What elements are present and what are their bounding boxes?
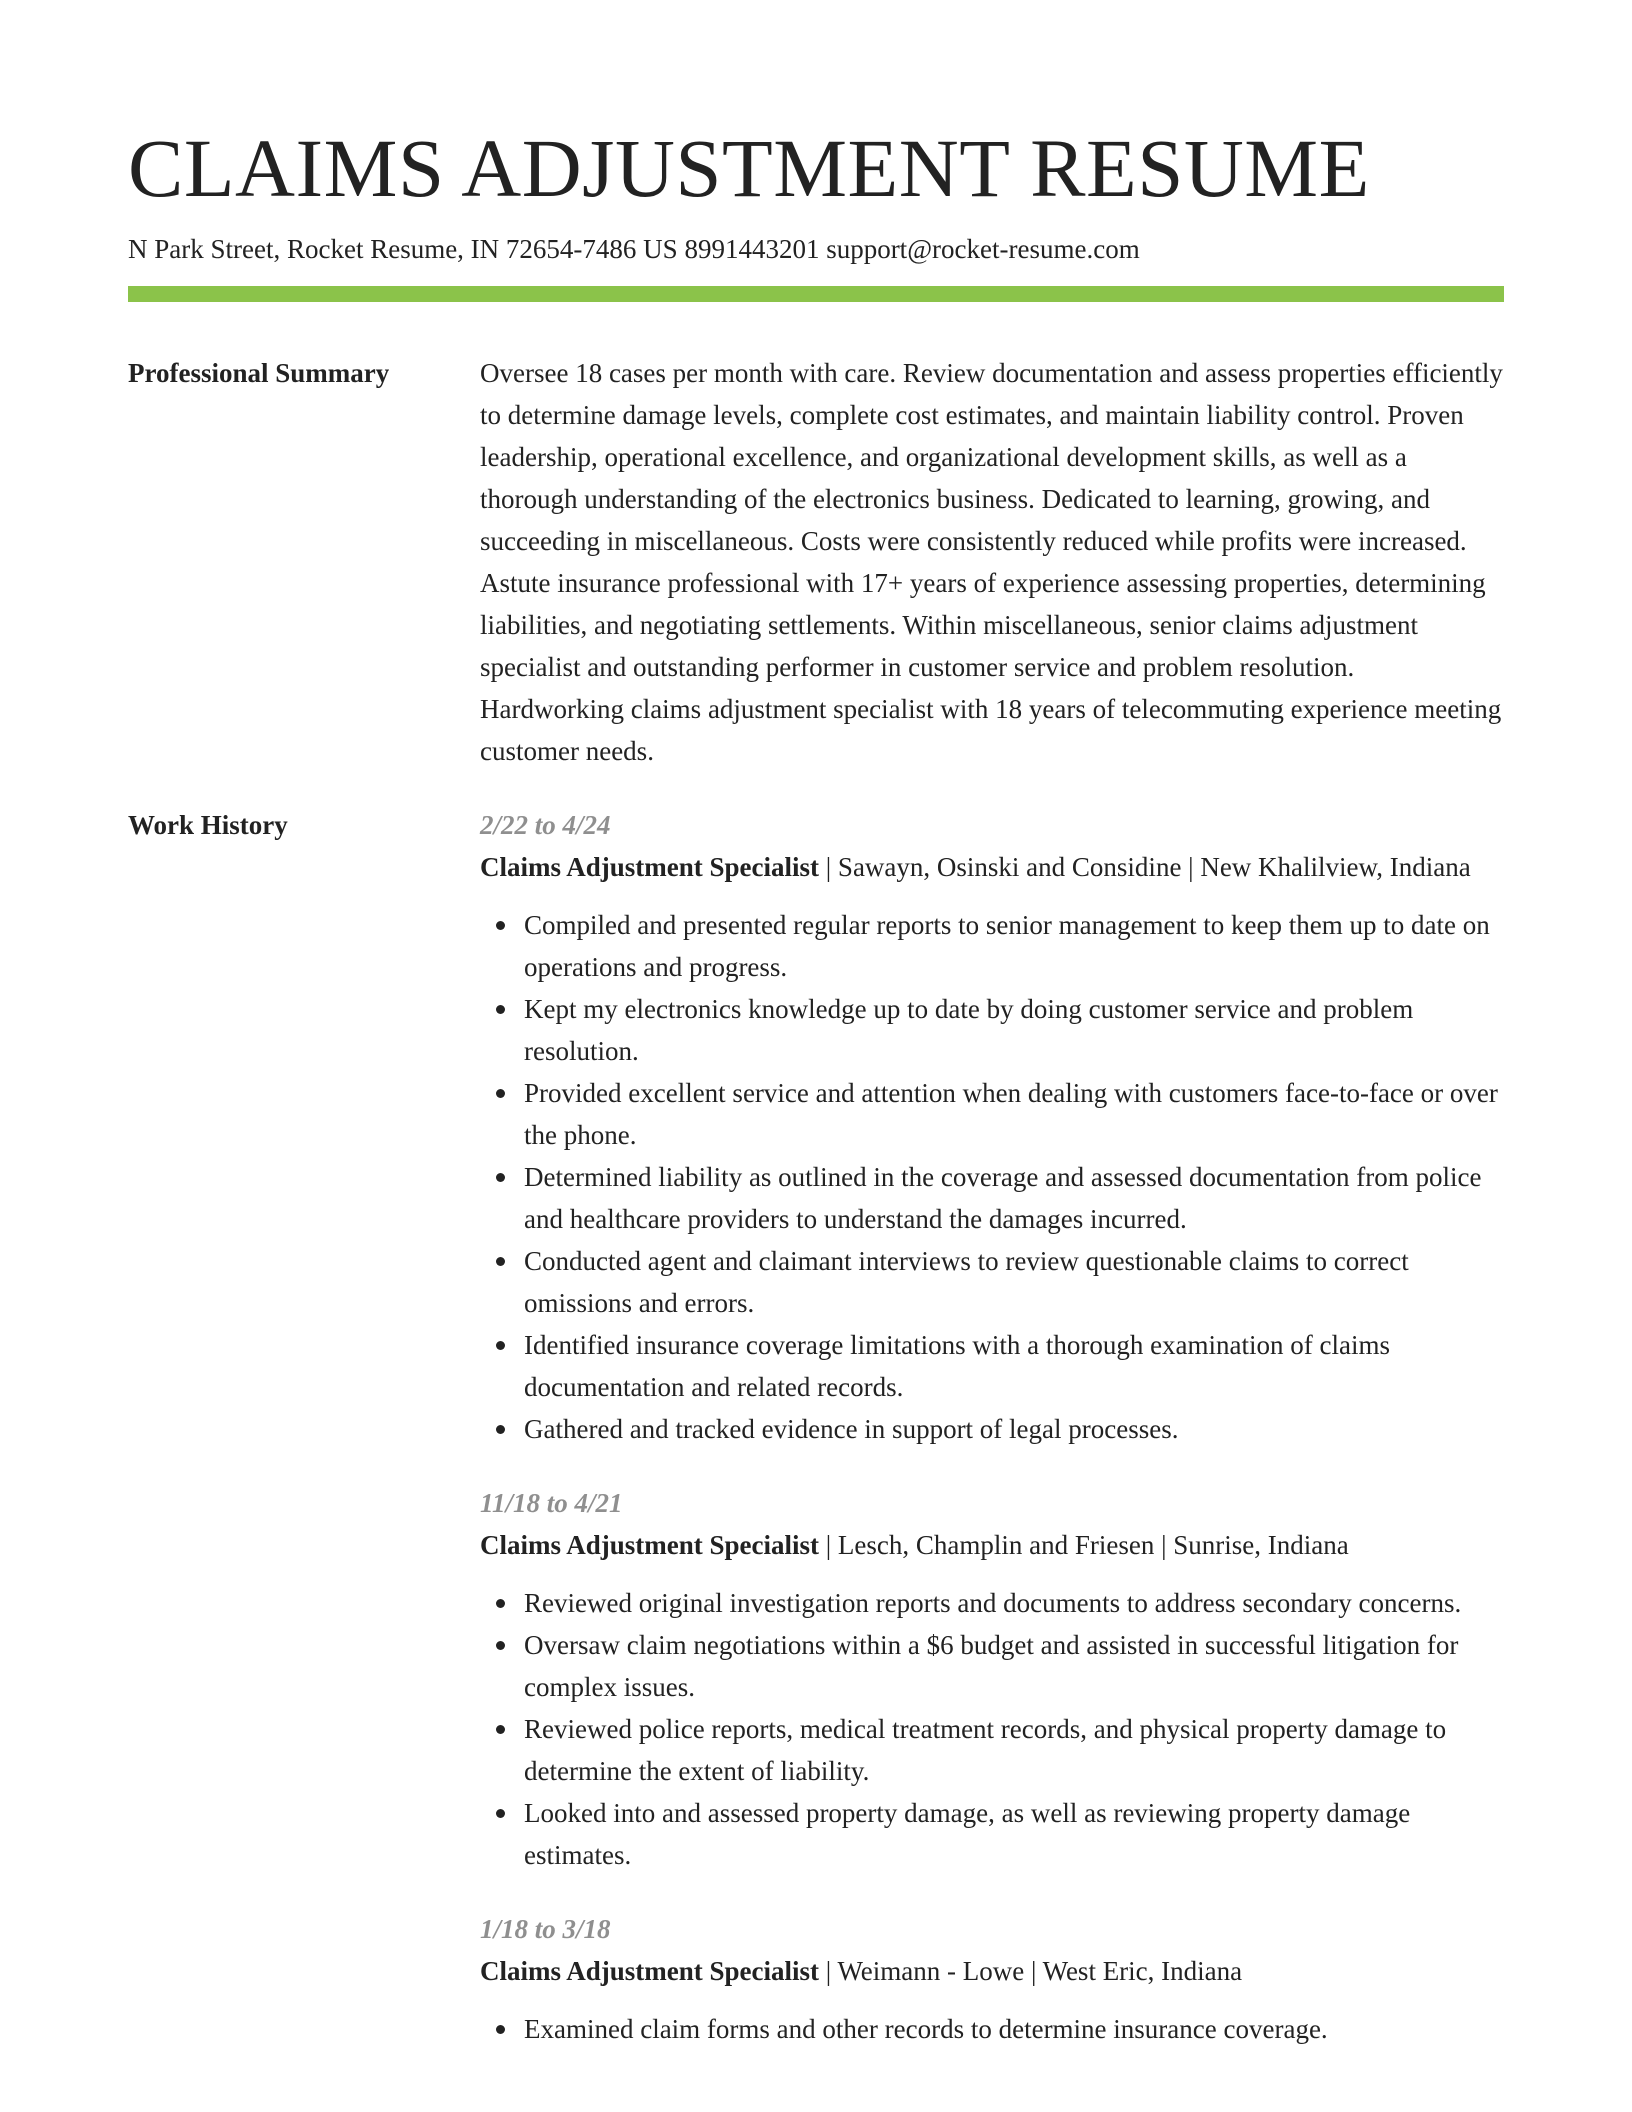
contact-phone: 8991443201 <box>684 234 820 264</box>
job-bullet-text: Reviewed original investigation reports and documents to address secondary concerns. <box>524 1588 1462 1618</box>
bullet-dot-icon <box>496 1341 505 1350</box>
job-bullet-text: Gathered and tracked evidence in support of legal processes. <box>524 1414 1179 1444</box>
professional-summary-section <box>128 352 1504 772</box>
contact-line <box>128 232 1504 266</box>
job-bullet <box>480 2008 1504 2050</box>
job-bullet <box>480 1792 1504 1876</box>
job-bullet <box>480 1582 1504 1624</box>
resume-page <box>128 0 1504 2082</box>
resume-title: CLAIMS ADJUSTMENT RESUME <box>128 122 1370 214</box>
job-heading <box>480 1524 1504 1566</box>
bullet-dot-icon <box>496 1005 505 1014</box>
job-company-location: | Lesch, Champlin and Friesen | Sunrise, Indiana <box>819 1530 1349 1560</box>
work-history-section <box>128 804 1504 2082</box>
job-date: 2/22 to 4/24 <box>480 810 611 840</box>
section-heading-work: Work History <box>128 810 288 840</box>
bullet-dot-icon <box>496 1089 505 1098</box>
job-role: Claims Adjustment Specialist <box>480 1530 820 1560</box>
job-bullet-text: Provided excellent service and attention when dealing with customers face-to-face or over the phone. <box>524 1078 1498 1150</box>
job-role: Claims Adjustment Specialist <box>480 1956 820 1986</box>
job-bullet-text: Oversaw claim negotiations within a $6 budget and assisted in successful litigation for complex issues. <box>524 1630 1459 1702</box>
job-company-location: | Sawayn, Osinski and Considine | New Khalilview, Indiana <box>819 852 1471 882</box>
job-bullet <box>480 904 1504 988</box>
bullet-dot-icon <box>496 1257 505 1266</box>
bullet-dot-icon <box>496 1425 505 1434</box>
job-bullet <box>480 1240 1504 1324</box>
job-company-location: | Weimann - Lowe | West Eric, Indiana <box>819 1956 1243 1986</box>
work-history-list <box>480 804 1504 2082</box>
job-bullet <box>480 1324 1504 1408</box>
job-bullet-text: Conducted agent and claimant interviews to review questionable claims to correct omissions and errors. <box>524 1246 1409 1318</box>
bullet-dot-icon <box>496 1809 505 1818</box>
job-bullet <box>480 1624 1504 1708</box>
job-bullet-text: Determined liability as outlined in the coverage and assessed documentation from police and healthcare providers to understand the damages incurred. <box>524 1162 1482 1234</box>
job-heading <box>480 1950 1504 1992</box>
section-heading-summary: Professional Summary <box>128 358 390 388</box>
job-date: 1/18 to 3/18 <box>480 1914 611 1944</box>
contact-email: support@rocket-resume.com <box>826 234 1140 264</box>
summary-body <box>480 352 1504 772</box>
job-heading <box>480 846 1504 888</box>
bullet-dot-icon <box>496 2025 505 2034</box>
job-bullet-list <box>480 904 1504 1450</box>
job-bullet-text: Compiled and presented regular reports to senior management to keep them up to date on operations and progress. <box>524 910 1490 982</box>
job-bullet-list <box>480 2008 1504 2050</box>
job-bullet-text: Identified insurance coverage limitations with a thorough examination of claims documentation and related records. <box>524 1330 1390 1402</box>
bullet-dot-icon <box>496 1641 505 1650</box>
job-bullet-list <box>480 1582 1504 1876</box>
job-bullet-text: Examined claim forms and other records to determine insurance coverage. <box>524 2014 1328 2044</box>
bullet-dot-icon <box>496 921 505 930</box>
job-date: 11/18 to 4/21 <box>480 1488 623 1518</box>
job-bullet-text: Kept my electronics knowledge up to date by doing customer service and problem resolution. <box>524 994 1414 1066</box>
job-bullet <box>480 1156 1504 1240</box>
job-entry <box>480 1908 1504 2050</box>
job-bullet-text: Looked into and assessed property damage, as well as reviewing property damage estimates. <box>524 1798 1411 1870</box>
bullet-dot-icon <box>496 1173 505 1182</box>
job-bullet-text: Reviewed police reports, medical treatment records, and physical property damage to determine the extent of liability. <box>524 1714 1447 1786</box>
job-entry <box>480 1482 1504 1876</box>
job-role: Claims Adjustment Specialist <box>480 852 820 882</box>
job-entry <box>480 804 1504 1450</box>
job-bullet <box>480 1072 1504 1156</box>
job-bullet <box>480 1708 1504 1792</box>
summary-text: Oversee 18 cases per month with care. Review documentation and assess properties efficiently to determine damage levels, complete cost estimates, and maintain liability control. Proven leadership, operational excellence, and organizational development skills, as well as a thorough understanding of the electronics business. Dedicated to learning, growing, and succeeding in miscellaneous. Costs were consistently reduced while profits were increased. Astute insurance professional with 17+ years of experience assessing properties, determining liabilities, and negotiating settlements. Within miscellaneous, senior claims adjustment specialist and outstanding performer in customer service and problem resolution. Hardworking claims adjustment specialist with 18 years of telecommuting experience meeting customer needs. <box>480 358 1503 766</box>
bullet-dot-icon <box>496 1599 505 1608</box>
job-bullet <box>480 1408 1504 1450</box>
bullet-dot-icon <box>496 1725 505 1734</box>
accent-divider <box>128 286 1504 302</box>
contact-address: N Park Street, Rocket Resume, IN 72654-7486 US <box>128 234 678 264</box>
job-bullet <box>480 988 1504 1072</box>
